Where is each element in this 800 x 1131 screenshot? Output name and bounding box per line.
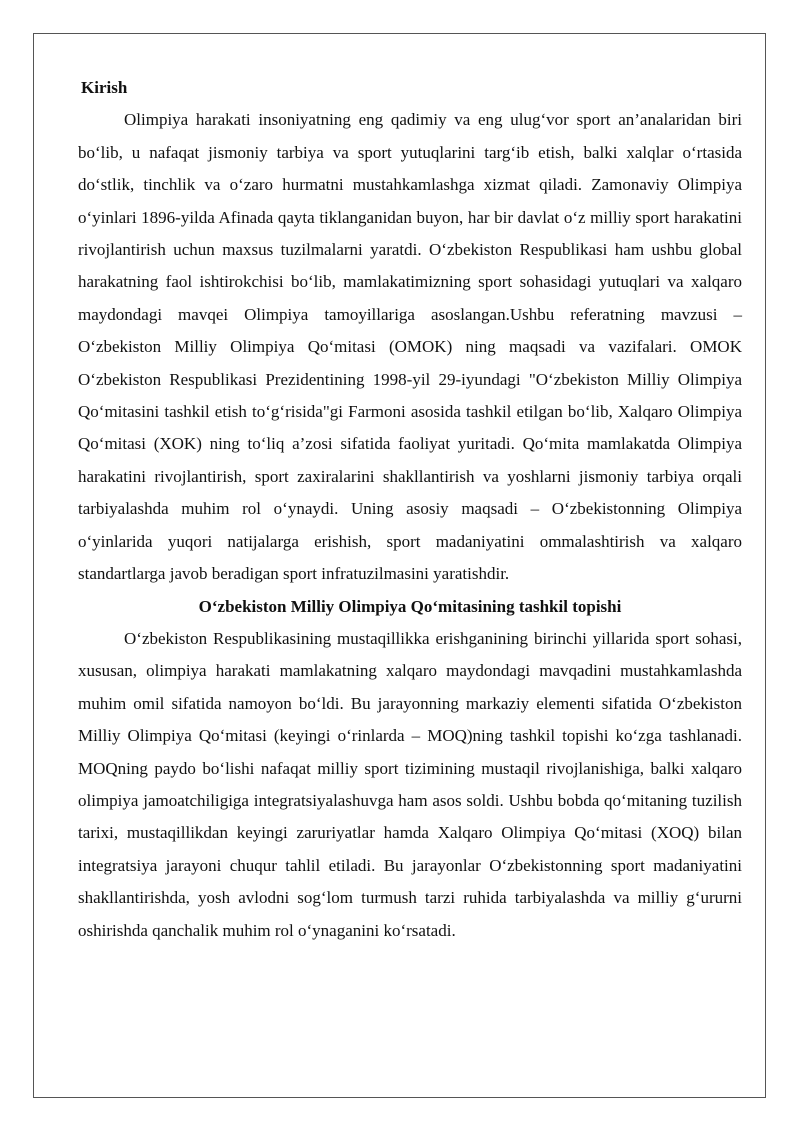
section-title: O‘zbekiston Milliy Olimpiya Qo‘mitasining tashkil topishi xyxy=(198,596,622,616)
document-body xyxy=(78,72,742,947)
section-paragraph: O‘zbekiston Respublikasining mustaqillikka erishganining birinchi yillarida sport sohasi, xususan, olimpiya harakati mamlakatning xalqaro maydondagi mavqadini mustahkamlashda muhim omil sifatida namoyon bo‘ldi. Bu jarayonning markaziy elementi sifatida O‘zbekiston Milliy Olimpiya Qo‘mitasi (keyingi o‘rinlarda – MOQ)ning tashkil topishi ko‘zga tashlanadi. MOQning paydo bo‘lishi nafaqat milliy sport tizimining mustaqil rivojlanishiga, balki xalqaro olimpiya jamoatchiligiga integratsiyalashuvga ham asos soldi. Ushbu bobda qo‘mitaning tuzilish tarixi, mustaqillikdan keyingi zaruriyatlar hamda Xalqaro Olimpiya Qo‘mitasi (XOQ) bilan integratsiya jarayoni chuqur tahlil etiladi. Bu jarayonlar O‘zbekistonning sport madaniyatini shakllantirishda, yosh avlodni sog‘lom turmush tarzi ruhida tarbiyalashda va milliy g‘ururni oshirishda qanchalik muhim rol o‘ynaganini ko‘rsatadi. xyxy=(78,628,742,940)
intro-heading: Kirish xyxy=(81,78,128,97)
intro-paragraph: Olimpiya harakati insoniyatning eng qadimiy va eng ulug‘vor sport an’analaridan biri bo‘lib, u nafaqat jismoniy tarbiya va sport yutuqlarini targ‘ib etish, balki xalqlar o‘rtasida do‘stlik, tinchlik va o‘zaro hurmatni mustahkamlashga xizmat qiladi. Zamonaviy Olimpiya o‘yinlari 1896-yilda Afinada qayta tiklanganidan buyon, har bir davlat o‘z milliy sport harakatini rivojlantirish uchun maxsus tuzilmalarni yaratdi. O‘zbekiston Respublikasi ham ushbu global harakatning faol ishtirokchisi bo‘lib, mamlakatimizning sport sohasidagi yutuqlari va xalqaro maydondagi mavqei Olimpiya tamoyillariga asoslangan.Ushbu referatning mavzusi – O‘zbekiston Milliy Olimpiya Qo‘mitasi (OMOK) ning maqsadi va vazifalari. OMOK O‘zbekiston Respublikasi Prezidentining 1998-yil 29-iyundagi "O‘zbekiston Milliy Olimpiya Qo‘mitasini tashkil etish to‘g‘risida"gi Farmoni asosida tashkil etilgan bo‘lib, Xalqaro Olimpiya Qo‘mitasi (XOK) ning to‘liq a’zosi sifatida faoliyat yuritadi. Qo‘mita mamlakatda Olimpiya harakatini rivojlantirish, sport zaxiralarini shakllantirish va yoshlarni jismoniy tarbiya orqali tarbiyalashda muhim rol o‘ynaydi. Uning asosiy maqsadi – O‘zbekistonning Olimpiya o‘yinlarida yuqori natijalarga erishish, sport madaniyatini ommalashtirish va xalqaro standartlarga javob beradigan sport infratuzilmasini yaratishdir. xyxy=(78,110,742,584)
